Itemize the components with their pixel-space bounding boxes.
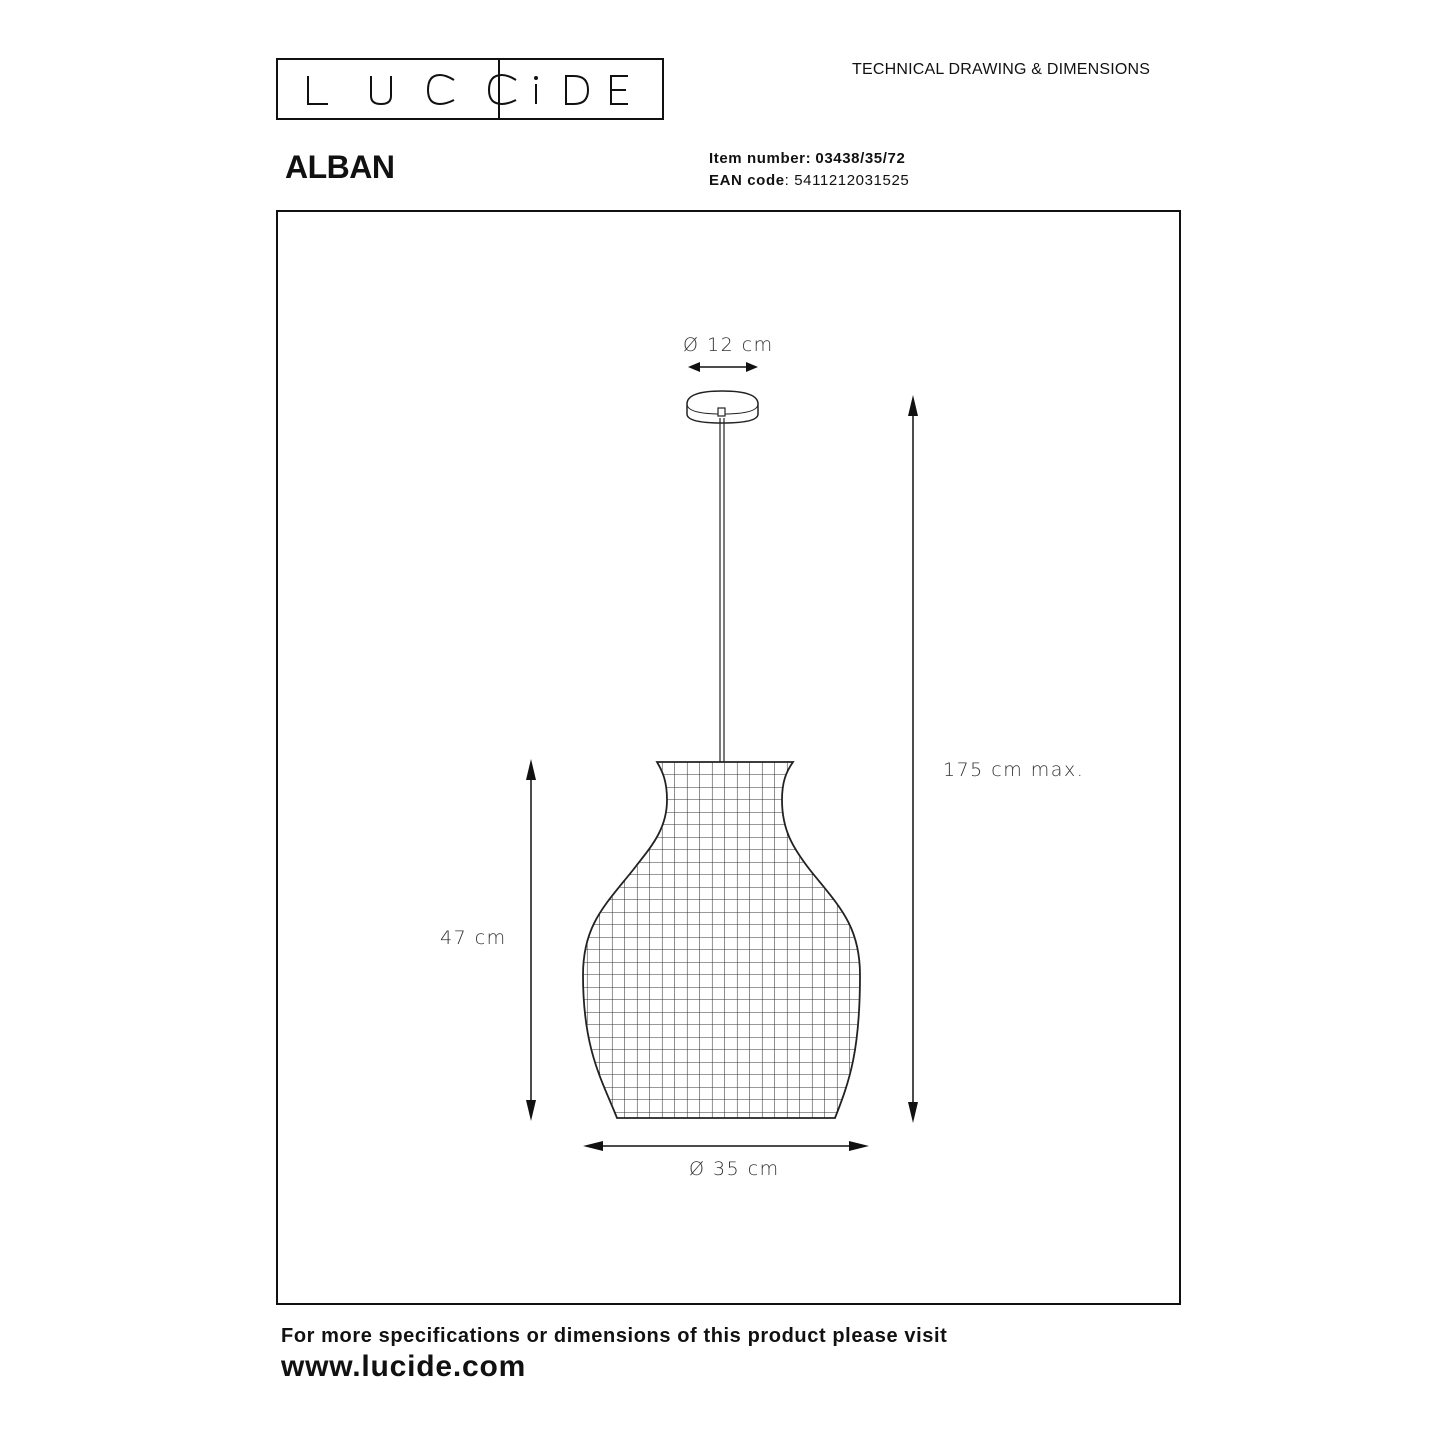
- shade-diameter-label: Ø 35 cm: [689, 1158, 780, 1180]
- total-height-arrow: [908, 395, 918, 1123]
- item-number-label: Item number:: [709, 150, 812, 167]
- lamp-shade: [570, 755, 870, 1125]
- shade-height-arrow: [526, 759, 536, 1121]
- ean-value: : 5411212031525: [784, 172, 910, 189]
- shade-height-label: 47 cm: [440, 927, 507, 949]
- canopy: [687, 391, 758, 423]
- item-number-value: 03438/35/72: [815, 150, 906, 167]
- canopy-diameter-arrow: [688, 362, 758, 372]
- document-type-title: TECHNICAL DRAWING & DIMENSIONS: [852, 61, 1151, 78]
- canopy-diameter-label: Ø 12 cm: [683, 334, 774, 356]
- total-height-label: 175 cm max.: [943, 759, 1085, 781]
- shade-diameter-arrow: [583, 1141, 869, 1151]
- website-link[interactable]: www.lucide.com: [281, 1350, 527, 1383]
- footer-info-text: For more specifications or dimensions of this product please visit: [281, 1325, 948, 1347]
- ean-label: EAN code: [709, 172, 785, 189]
- suspension-cable: [720, 418, 724, 762]
- product-name: ALBAN: [285, 149, 395, 185]
